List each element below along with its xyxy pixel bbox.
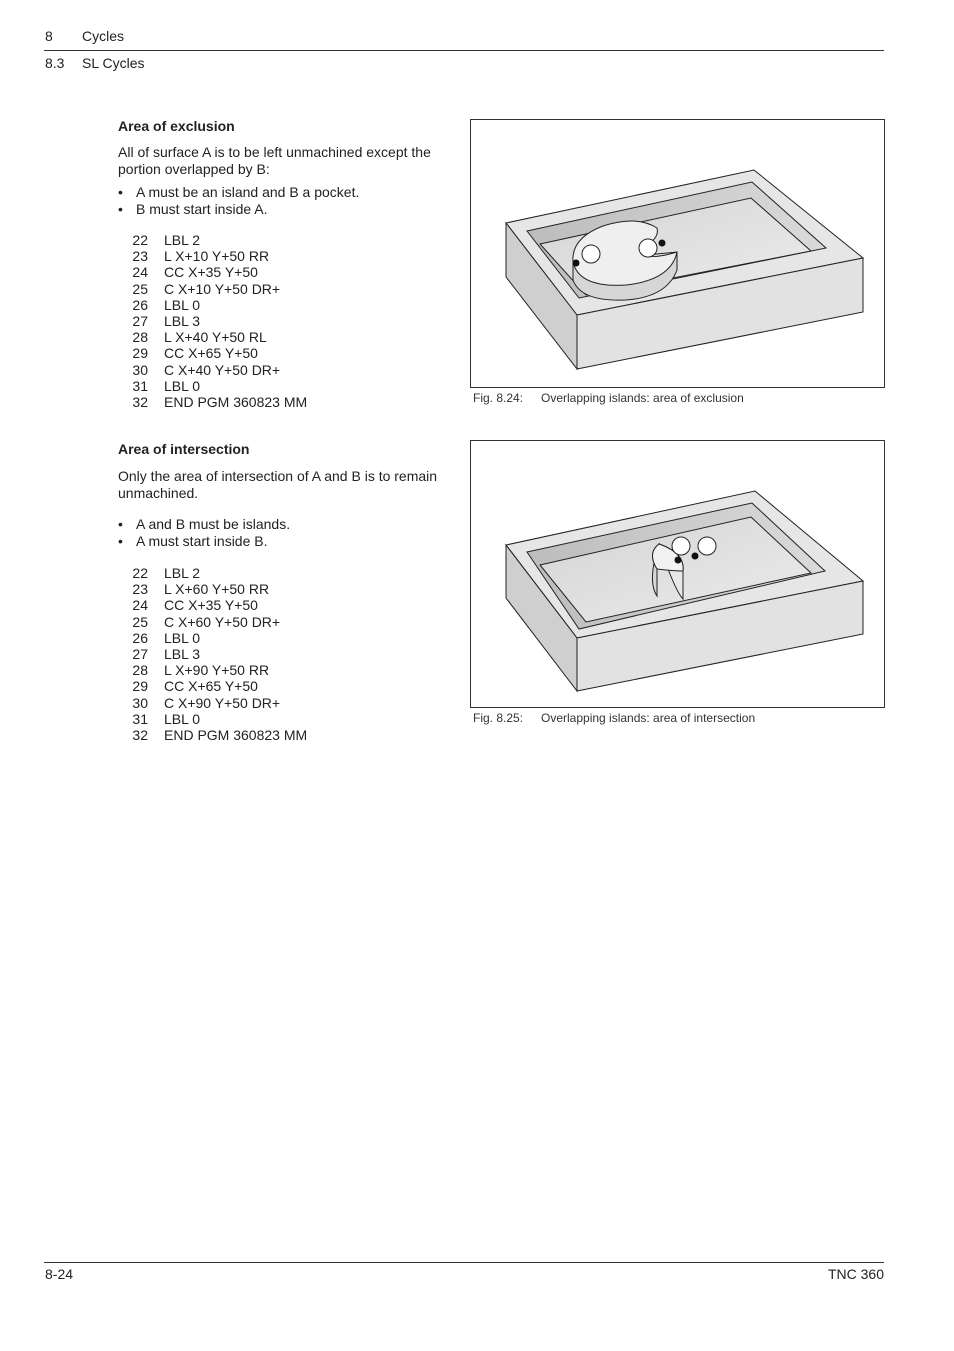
- section-title: SL Cycles: [82, 55, 145, 71]
- intro-paragraph-exclusion: All of surface A is to be left unmachined except the portion overlapped by B:: [118, 144, 431, 177]
- code-line: 31 LBL 0: [132, 710, 201, 727]
- program-listing-exclusion: [118, 232, 307, 410]
- chapter-number: 8: [45, 28, 53, 44]
- code-line: 23 L X+10 Y+50 RR: [132, 248, 270, 265]
- code-line: 32 END PGM 360823 MM: [132, 393, 308, 410]
- code-line: 28 L X+40 Y+50 RL: [132, 329, 267, 346]
- code-line: 32 END PGM 360823 MM: [132, 726, 308, 743]
- figure-number: Fig. 8.24:: [473, 391, 524, 405]
- figure-caption-intersection: [473, 711, 755, 725]
- code-line: 22 LBL 2: [132, 232, 201, 248]
- figure-intersection: [470, 440, 885, 708]
- figure-caption-text: Overlapping islands: area of intersection: [541, 711, 756, 725]
- code-line: 23 L X+60 Y+50 RR: [132, 581, 270, 598]
- header-rule: [44, 50, 884, 51]
- figure-exclusion: [470, 119, 885, 388]
- list-item: • A must be an island and B a pocket.: [118, 184, 359, 201]
- code-line: 27 LBL 3: [132, 312, 201, 329]
- section-number: 8.3: [45, 55, 65, 71]
- code-line: 26 LBL 0: [132, 296, 201, 313]
- code-line: 30 C X+90 Y+50 DR+: [132, 694, 281, 711]
- chapter-title: Cycles: [82, 28, 125, 44]
- workpiece-exclusion-illustration: [471, 120, 884, 387]
- code-line: 24 CC X+35 Y+50: [132, 597, 258, 614]
- code-line: 30 C X+40 Y+50 DR+: [132, 361, 281, 378]
- code-line: 29 CC X+65 Y+50: [132, 678, 258, 695]
- product-name: TNC 360: [827, 1266, 884, 1282]
- footer-rule: [44, 1262, 884, 1263]
- list-item: • A must start inside B.: [118, 533, 290, 550]
- code-line: 24 CC X+35 Y+50: [132, 264, 258, 281]
- section-heading-exclusion: Area of exclusion: [118, 118, 235, 134]
- program-listing-intersection: [118, 565, 307, 743]
- code-line: 29 CC X+65 Y+50: [132, 345, 258, 362]
- section-heading-intersection: Area of intersection: [118, 441, 250, 457]
- code-line: 31 LBL 0: [132, 377, 201, 394]
- figure-caption-text: Overlapping islands: area of exclusion: [541, 391, 744, 405]
- bullet-list-intersection: [118, 516, 290, 549]
- figure-caption-exclusion: [473, 391, 744, 405]
- code-line: 22 LBL 2: [132, 565, 201, 581]
- code-line: 26 LBL 0: [132, 629, 201, 646]
- code-line: 25 C X+60 Y+50 DR+: [132, 613, 281, 630]
- bullet-list-exclusion: [118, 184, 359, 217]
- code-line: 28 L X+90 Y+50 RR: [132, 662, 270, 679]
- list-item: • B must start inside A.: [118, 201, 359, 218]
- code-line: 27 LBL 3: [132, 645, 201, 662]
- workpiece-intersection-illustration: [471, 441, 884, 707]
- list-item: • A and B must be islands.: [118, 516, 290, 533]
- page-number: 8-24: [45, 1266, 74, 1282]
- code-line: 25 C X+10 Y+50 DR+: [132, 280, 281, 297]
- intro-paragraph-intersection: Only the area of intersection of A and B is to remain unmachined.: [118, 468, 438, 501]
- figure-number: Fig. 8.25:: [473, 711, 524, 725]
